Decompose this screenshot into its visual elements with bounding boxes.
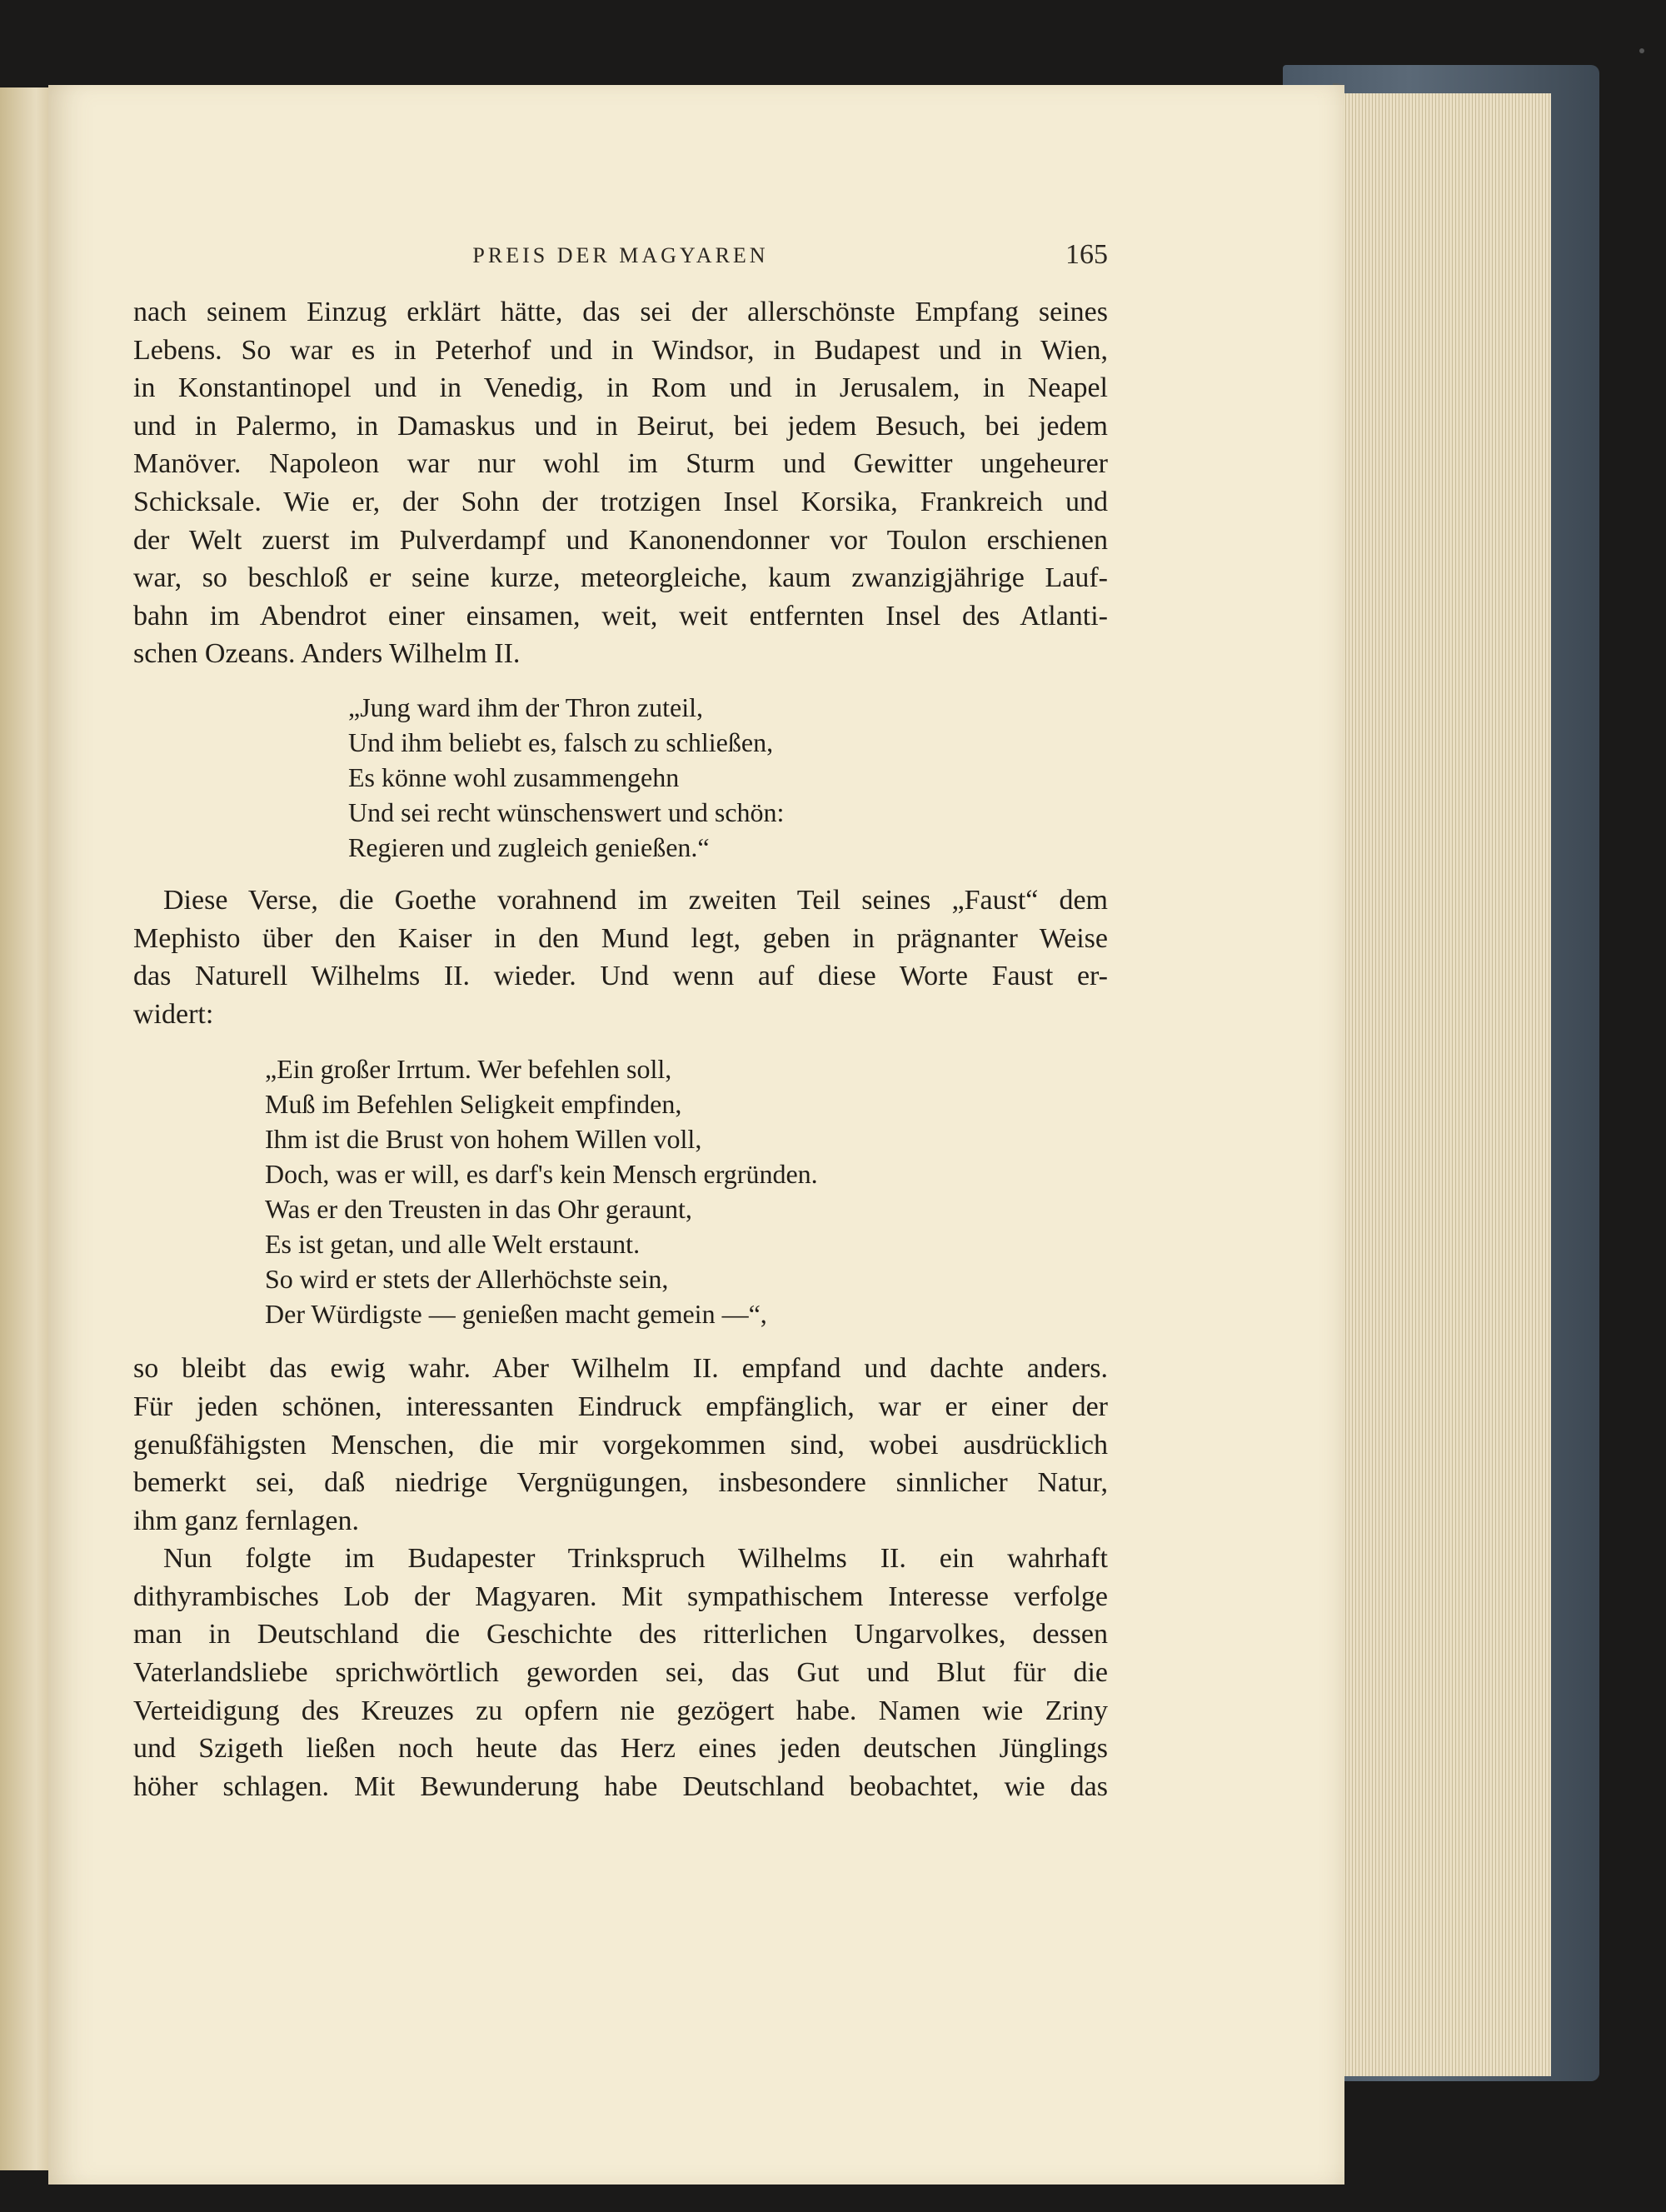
verse-line: Ihm ist die Brust von hohem Willen voll, [265,1124,702,1155]
text-line: man in Deutschland die Geschichte des ritterlichen Ungarvolkes, dessen [133,1619,1108,1650]
text-line: so bleibt das ewig wahr. Aber Wilhelm II. empfand und dachte anders. [133,1353,1108,1385]
scan-speck [1639,48,1644,53]
text-line: und in Palermo, in Damaskus und in Beirut, bei jedem Besuch, bei jedem [133,410,1108,442]
text-line: Manöver. Napoleon war nur wohl im Sturm und Gewitter ungeheurer [133,448,1108,480]
verse-line: Es ist getan, und alle Welt erstaunt. [265,1229,641,1260]
verse-line: Es könne wohl zusammengehn [348,761,680,792]
text-line: war, so beschloß er seine kurze, meteorgleiche, kaum zwanzigjährige Lauf- [133,562,1108,594]
text-line: Für jeden schönen, interessanten Eindruck empfänglich, war er einer der [133,1391,1108,1422]
text-line: Lebens. So war es in Peterhof und in Windsor, in Budapest und in Wien, [133,334,1108,366]
page-stack [1341,93,1551,2076]
text-line: widert: [133,998,214,1030]
facing-page-edge [0,87,52,2170]
running-title: PREIS DER MAGYAREN [472,243,769,267]
verse-line: Und ihm beliebt es, falsch zu schließen, [348,727,774,757]
text-line: bemerkt sei, daß niedrige Vergnügungen, insbesondere sinnlicher Natur, [133,1467,1108,1499]
verse-line: „Jung ward ihm der Thron zuteil, [348,692,703,722]
paragraph-3 [133,1350,1108,1540]
text-line: nach seinem Einzug erklärt hätte, das sei der allerschönste Empfang seines [133,297,1108,327]
text-line: Diese Verse, die Goethe vorahnend im zweiten Teil seines „Faust“ dem [163,884,1108,916]
verse-line: Doch, was er will, es darf's kein Mensch ergründen. [265,1159,818,1190]
text-line: das Naturell Wilhelms II. wieder. Und wenn auf diese Worte Faust er- [133,961,1108,992]
body-text [133,293,1108,1805]
text-line: und Szigeth ließen noch heute das Herz eines jeden deutschen Jünglings [133,1733,1108,1765]
verse-line: Der Würdigste — genießen macht gemein —“, [265,1299,767,1330]
verse-line: Regieren und zugleich genießen.“ [348,831,710,862]
paragraph-4 [133,1540,1108,1805]
paragraph-1 [133,293,1108,673]
text-line: Mephisto über den Kaiser in den Mund legt, geben in prägnanter Weise [133,922,1108,954]
text-line: bahn im Abendrot einer einsamen, weit, weit entfernten Insel des Atlanti- [133,600,1108,632]
verse-line: „Ein großer Irrtum. Wer befehlen soll, [265,1054,672,1085]
verse-quote-2 [133,1051,1108,1331]
text-line: Vaterlandsliebe sprichwörtlich geworden sei, das Gut und Blut für die [133,1657,1108,1689]
text-line: ihm ganz fernlagen. [133,1505,359,1536]
text-line: höher schlagen. Mit Bewunderung habe Deutschland beobachtet, wie das [133,1770,1108,1802]
page-number: 165 [1065,239,1108,270]
verse-line: Was er den Treusten in das Ohr geraunt, [265,1194,692,1225]
paragraph-2 [133,881,1108,1033]
text-line: genußfähigsten Menschen, die mir vorgekommen sind, wobei ausdrücklich [133,1429,1108,1461]
verse-quote-1 [133,690,1108,865]
text-line: der Welt zuerst im Pulverdampf und Kanonendonner vor Toulon erschienen [133,524,1108,556]
text-line: in Konstantinopel und in Venedig, in Rom und in Jerusalem, in Neapel [133,372,1108,404]
verse-line: So wird er stets der Allerhöchste sein, [265,1264,669,1295]
running-head [133,239,1108,285]
text-line: Schicksale. Wie er, der Sohn der trotzigen Insel Korsika, Frankreich und [133,486,1108,517]
verse-line: Und sei recht wünschenswert und schön: [348,796,785,827]
text-line: schen Ozeans. Anders Wilhelm II. [133,638,521,670]
verse-line: Muß im Befehlen Seligkeit empfinden, [265,1089,682,1120]
text-line: dithyrambisches Lob der Magyaren. Mit sympathischem Interesse verfolge [133,1580,1108,1612]
text-line: Verteidigung des Kreuzes zu opfern nie gezögert habe. Namen wie Zriny [133,1695,1108,1726]
text-line: Nun folgte im Budapester Trinkspruch Wilhelms II. ein wahrhaft [163,1543,1108,1575]
